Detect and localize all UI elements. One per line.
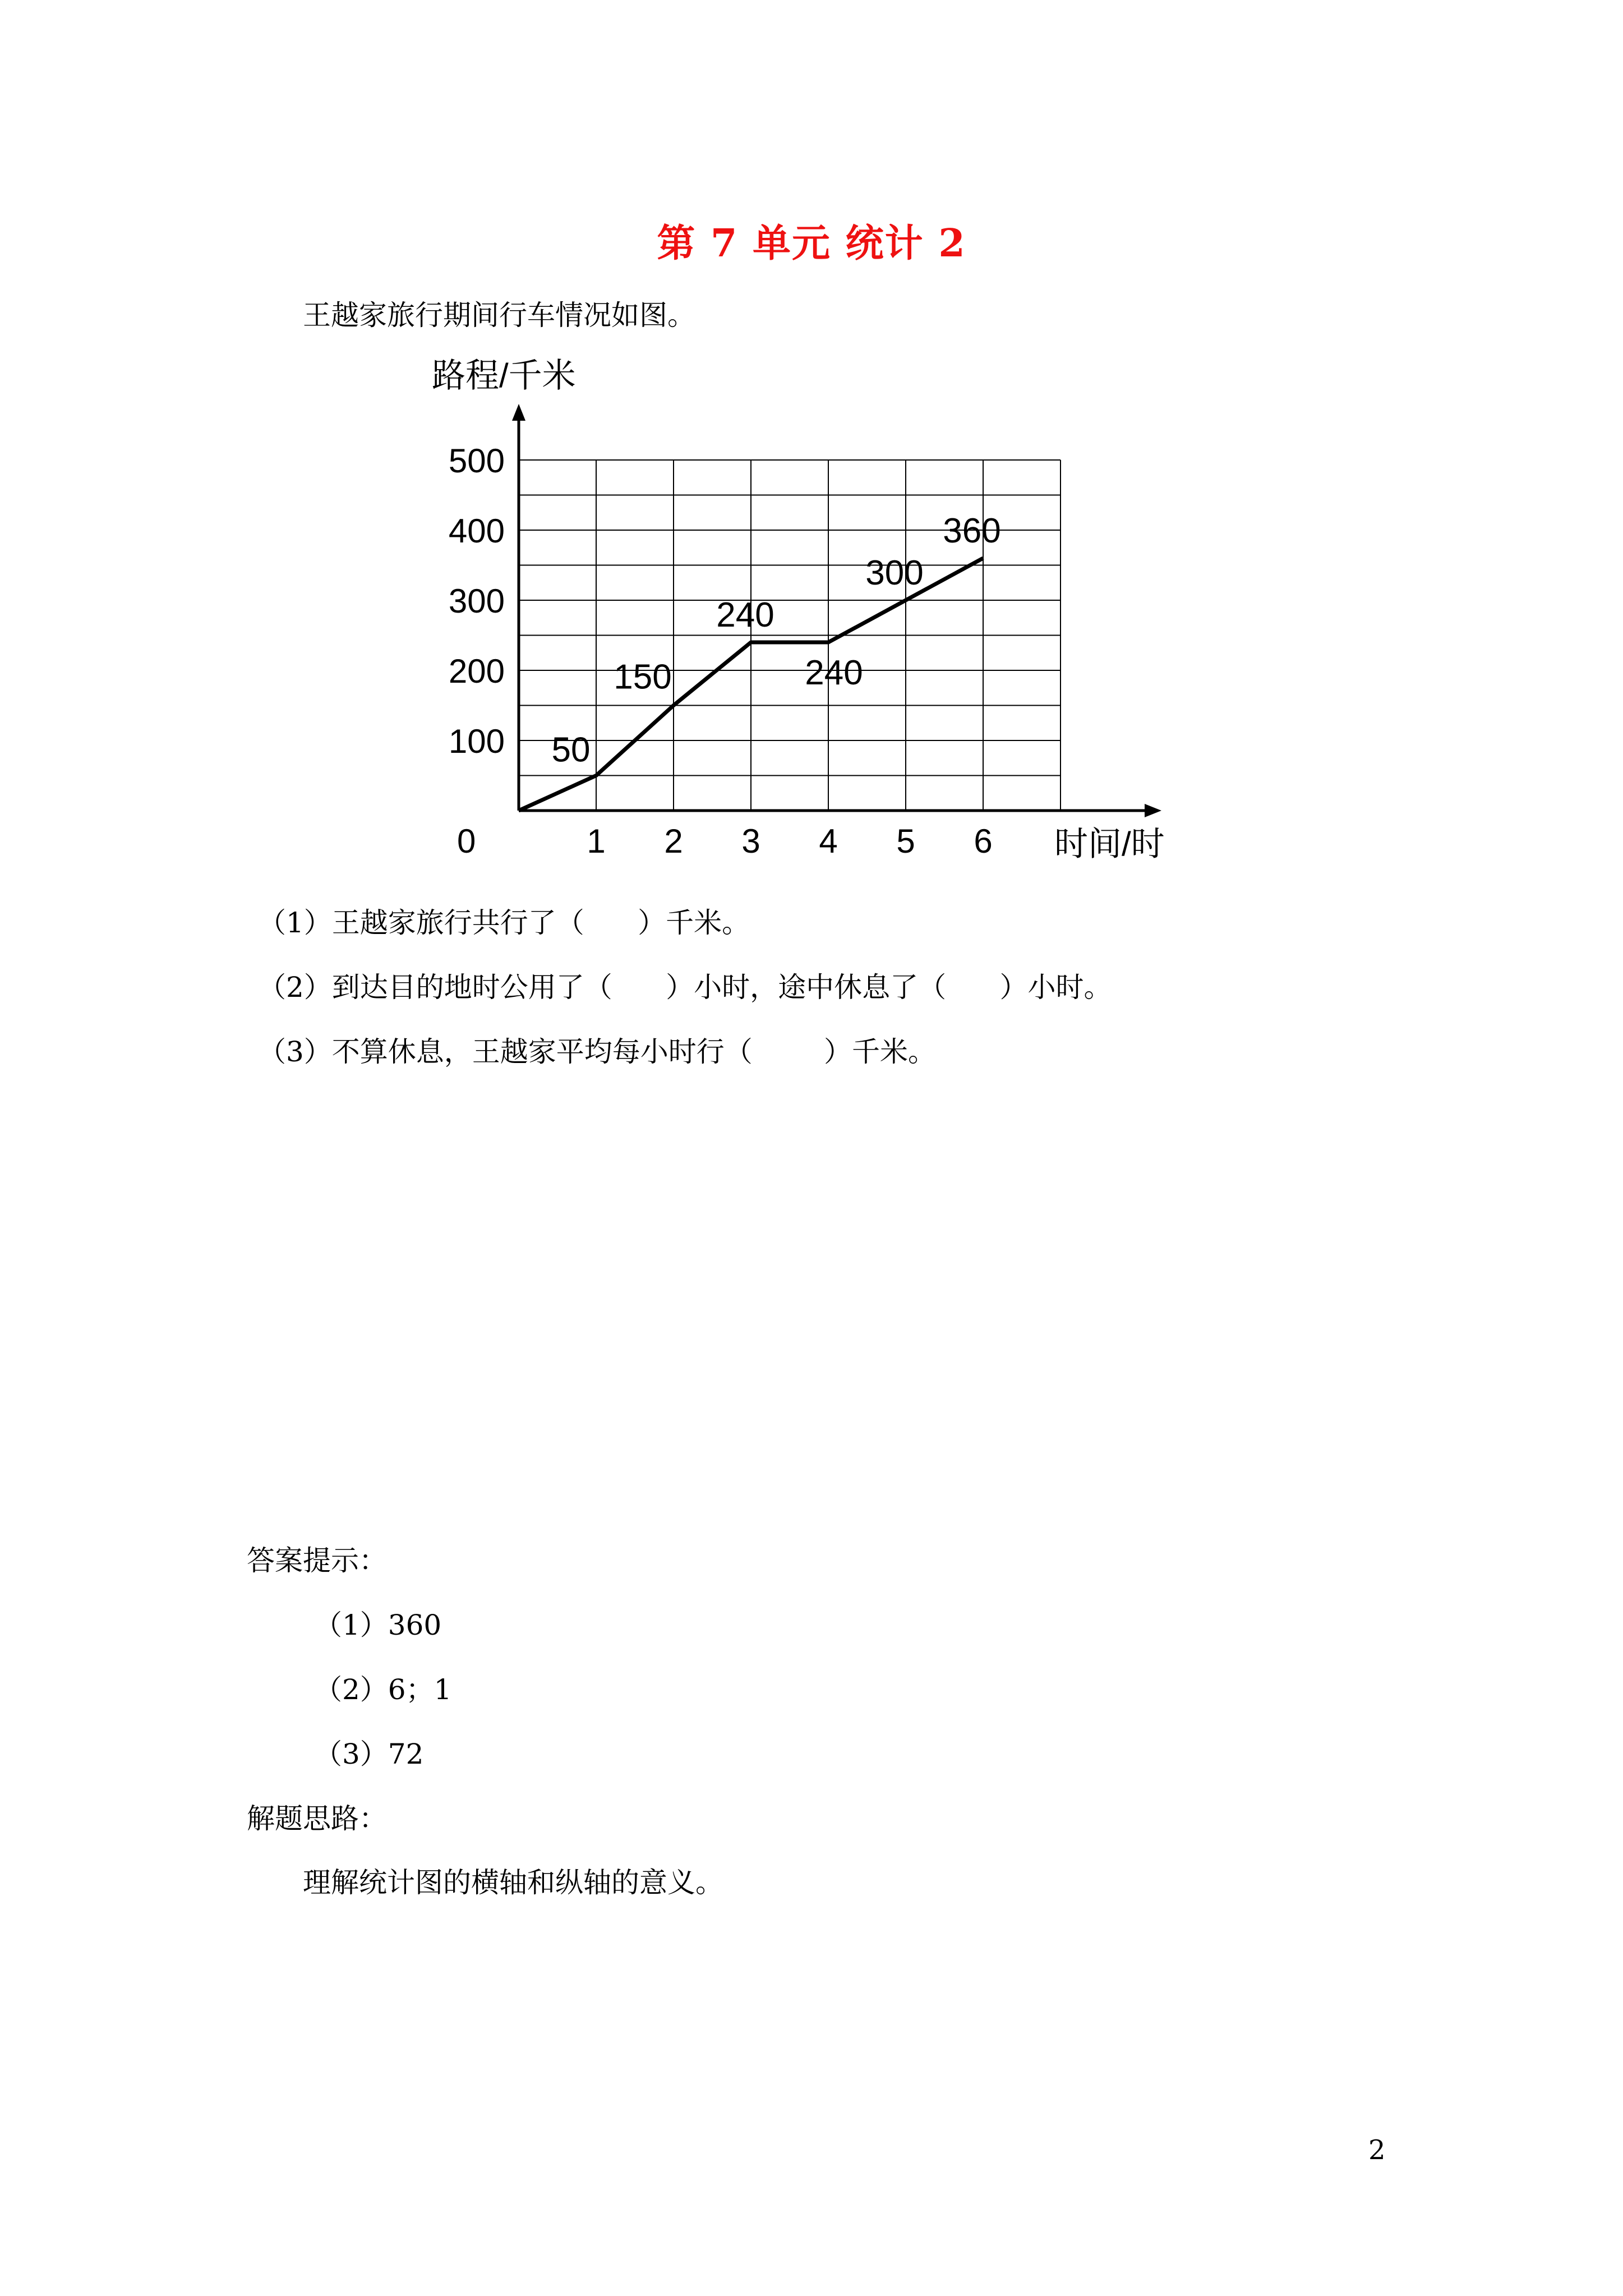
- x-tick-label: 1: [587, 822, 606, 860]
- answer-3: （3）72: [314, 1738, 424, 1770]
- y-axis-arrow: [512, 404, 525, 421]
- question-1: （1）王越家旅行共行了（ ）千米。: [258, 907, 750, 939]
- distance-time-line-chart: [393, 337, 1211, 875]
- x-axis-arrow: [1145, 804, 1161, 817]
- data-label: 240: [805, 654, 863, 692]
- x-axis-label: 时间/时: [1054, 825, 1165, 863]
- chart-ticks: [449, 442, 993, 860]
- page-number: 2: [1368, 2134, 1386, 2166]
- x-tick-label: 6: [974, 822, 993, 860]
- x-tick-label: 2: [664, 822, 683, 860]
- data-label: 360: [943, 512, 1001, 550]
- solution-heading: 解题思路：: [247, 1802, 387, 1835]
- y-axis-label: 路程/千米: [432, 357, 576, 394]
- x-tick-label: 5: [896, 822, 915, 860]
- chart-axes: [512, 404, 1161, 817]
- y-tick-label: 200: [448, 652, 505, 690]
- answer-1: （1）360: [314, 1609, 442, 1641]
- solution-text: 理解统计图的横轴和纵轴的意义。: [303, 1866, 723, 1899]
- data-label: 50: [551, 730, 591, 770]
- y-tick-label: 500: [448, 442, 505, 480]
- data-label: 150: [614, 657, 672, 697]
- page-title: 第 7 单元 统计 2: [657, 221, 966, 266]
- y-tick-label: 100: [448, 723, 505, 760]
- x-tick-label: 4: [819, 822, 838, 860]
- question-3: （3）不算休息，王越家平均每小时行（ ）千米。: [258, 1036, 936, 1068]
- y-tick-label: 400: [448, 512, 505, 550]
- problem-intro: 王越家旅行期间行车情况如图。: [303, 299, 695, 332]
- question-2: （2）到达目的地时公用了（ ）小时，途中休息了（ ）小时。: [258, 971, 1112, 1004]
- answer-heading: 答案提示：: [247, 1544, 387, 1577]
- y-tick-label: 300: [448, 582, 505, 620]
- origin-label: 0: [457, 822, 476, 860]
- data-label: 240: [716, 596, 774, 634]
- answer-2: （2）6；1: [314, 1673, 452, 1706]
- data-label: 300: [865, 554, 924, 592]
- x-tick-label: 3: [741, 822, 760, 860]
